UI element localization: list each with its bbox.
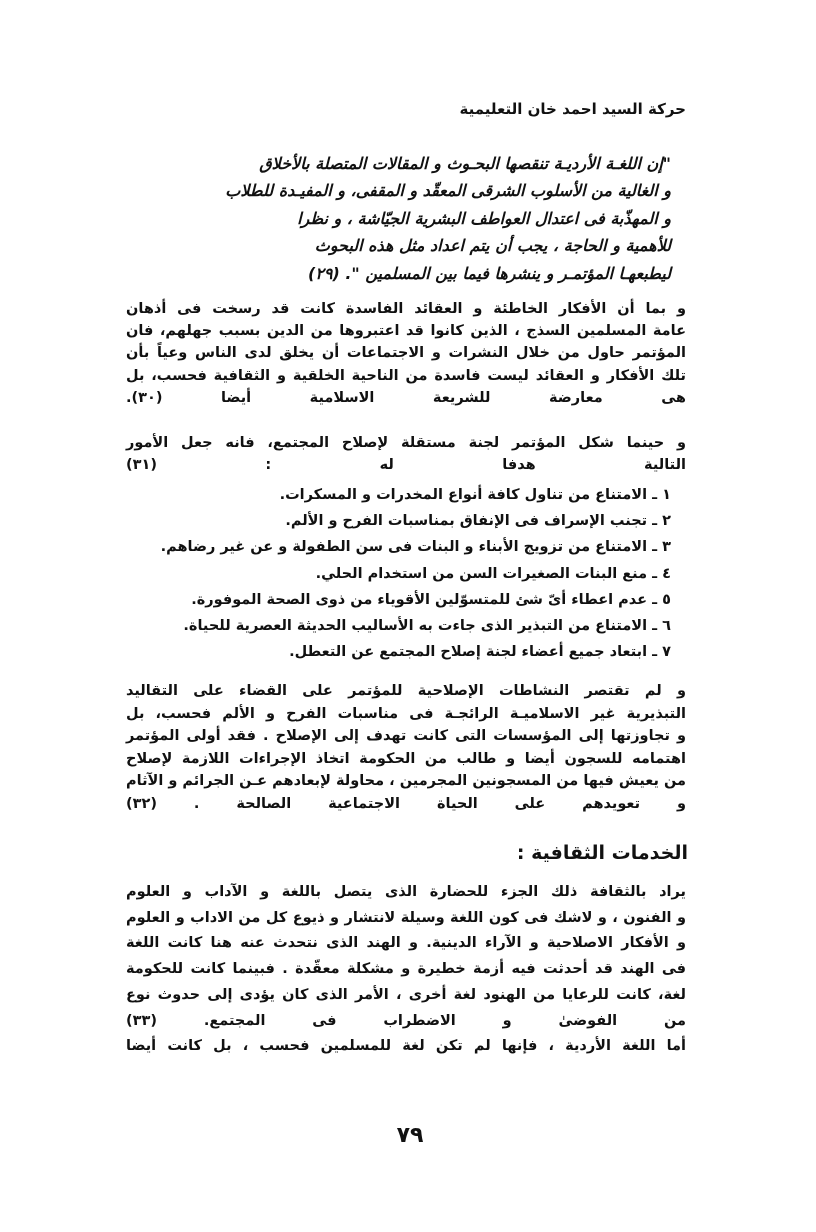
paragraph-line: فى الهند قد أحدثت فيه أزمة خطيرة و مشكلة معقّدة . فبينما كانت للحكومة bbox=[126, 961, 686, 978]
quote-line: "إن اللغـة الأرديـة تنقصها البحـوث و المقالات المتصلة بالأخلاق bbox=[259, 154, 671, 173]
page-number: ٧٩ bbox=[396, 1123, 424, 1148]
list-item: ٣ ـ الامتناع من تزويج الأبناء و البنات فى سن الطفولة و عن غير رضاهم. bbox=[160, 539, 671, 556]
list-item: ٦ ـ الامتناع من التبذير الذى جاءت به الأساليب الحديثة العصرية للحياة. bbox=[183, 618, 671, 635]
list-item: ١ ـ الامتناع من تناول كافة أنواع المخدرات و المسكرات. bbox=[279, 487, 671, 503]
goals-list bbox=[126, 482, 671, 665]
paragraph-line: المؤتمر حاول من خلال النشرات و الاجتماعات أن يخلق لدى الناس وعياً بأن bbox=[126, 345, 686, 362]
section-heading: الخدمات الثقافية : bbox=[516, 842, 688, 864]
paragraph-line: و بما أن الأفكار الخاطئة و العقائد الفاسدة كانت قد رسخت فى أذهان bbox=[126, 301, 686, 317]
quote-line: للأهمية و الحاجة ، يجب أن يتم اعداد مثل هذه البحوث bbox=[314, 236, 671, 256]
paragraph-line: من يعيش فيها من المسجونين المجرمين ، محاولة لإبعادهم عـن الجرائم و الآثام bbox=[126, 773, 686, 789]
running-header: حركة السيد احمد خان التعليمية bbox=[459, 100, 686, 118]
paragraph-line: و لم تقتصر النشاطات الإصلاحية للمؤتمر على القضاء على التقاليد bbox=[126, 683, 686, 699]
paragraph-line: من الفوضىٰ و الاضطراب فى المجتمع. (٣٣) bbox=[126, 1012, 686, 1029]
paragraph-reforms bbox=[126, 680, 686, 815]
paragraph-urdu bbox=[126, 1035, 686, 1057]
paragraph-line: اهتمامه للسجون أيضا و طالب من الحكومة اتخاذ الإجراءات اللازمة لإصلاح bbox=[126, 750, 686, 767]
paragraph-culture bbox=[126, 880, 686, 1034]
paragraph-line: عامة المسلمين السذج ، الذين كانوا قد اعتبروها من الدين بسبب جهلهم، فان bbox=[126, 323, 686, 340]
paragraph-beliefs bbox=[126, 298, 686, 409]
paragraph-line: تلك الأفكار و العقائد ليست فاسدة من الناحية الخلقية و الثقافية فحسب، بل bbox=[126, 367, 686, 384]
paragraph-line: و تعويدهم على الحياة الاجتماعية الصالحة . (٣٢) bbox=[126, 795, 686, 812]
block-quote bbox=[126, 150, 671, 287]
quote-line: ليطبعهـا المؤتمـر و ينشرها فيما بين المسلمين ". (٢٩) bbox=[307, 263, 671, 283]
paragraph-committee bbox=[126, 432, 686, 476]
list-item: ٢ ـ تجنب الإسراف فى الإنفاق بمناسبات الفرح و الألم. bbox=[285, 513, 671, 530]
paragraph-line: و الفنون ، و لاشك فى كون اللغة وسيلة لانتشار و ذيوع كل من الاداب و العلوم bbox=[126, 909, 686, 926]
paragraph-line: لغة، كانت للرعايا من الهنود لغة أخرى ، الأمر الذى كان يؤدى إلى حدوث نوع bbox=[126, 986, 686, 1003]
quote-line: و الغالية من الأسلوب الشرقى المعقّد و المقفى، و المفيـدة للطلاب bbox=[225, 181, 671, 201]
quote-line: و المهذّبة فى اعتدال العواطف البشرية الجيّاشة ، و نظرا bbox=[297, 208, 671, 228]
paragraph-line: هى معارضة للشريعة الاسلامية أيضا (٣٠). bbox=[126, 389, 686, 406]
paragraph-line: يراد بالثقافة ذلك الجزء للحضارة الذى يتصل باللغة و الآداب و العلوم bbox=[126, 884, 686, 900]
paragraph-line: و الأفكار الاصلاحية و الآراء الدينية. و الهند الذى نتحدث عنه هنا كانت اللغة bbox=[126, 935, 686, 952]
paragraph-line: التبذيرية غير الاسلاميـة الرائجـة فى مناسبات الفرح و الألم فحسب، بل bbox=[126, 705, 686, 722]
paragraph-line: التالية هدفا له : (٣١) bbox=[126, 457, 686, 474]
list-item: ٧ ـ ابتعاد جميع أعضاء لجنة إصلاح المجتمع عن التعطل. bbox=[289, 644, 671, 661]
paragraph-line: و تجاوزتها إلى المؤسسات التى كانت تهدف إلى الإصلاح . فقد أولى المؤتمر bbox=[126, 728, 686, 744]
paragraph-line: و حينما شكل المؤتمر لجنة مستقلة لإصلاح المجتمع، فانه جعل الأمور bbox=[126, 435, 686, 451]
paragraph-line: أما اللغة الأردية ، فإنها لم تكن لغة للمسلمين فحسب ، بل كانت أيضا bbox=[126, 1038, 686, 1054]
list-item: ٤ ـ منع البنات الصغيرات السن من استخدام الحلي. bbox=[315, 565, 671, 582]
list-item: ٥ ـ عدم اعطاء أىّ شئ للمتسوّلين الأقوياء من ذوى الصحة الموفورة. bbox=[191, 591, 671, 608]
